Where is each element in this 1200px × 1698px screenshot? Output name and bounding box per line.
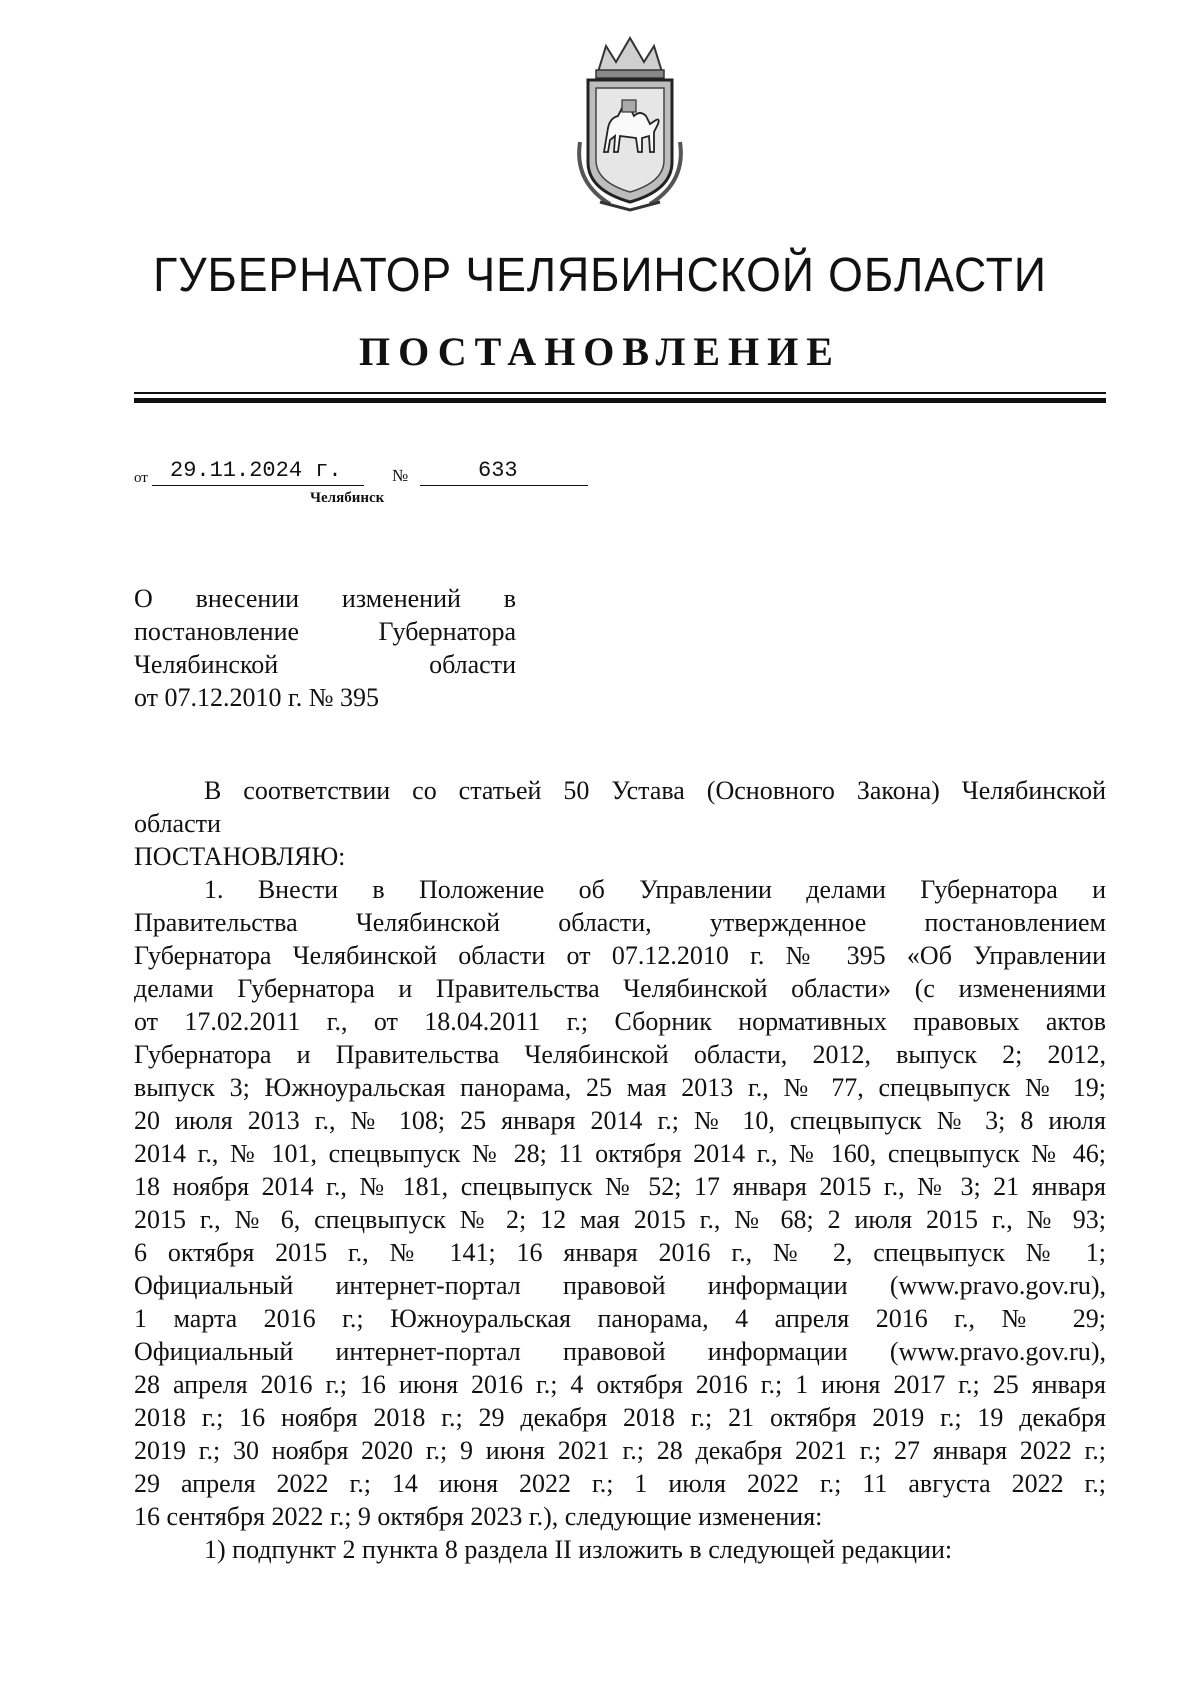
body-line: 29 апреля 2022 г.; 14 июня 2022 г.; 1 июля 2022 г.; 11 августа 2022 г.; [134,1469,1106,1498]
body-line: 20 июля 2013 г., № 108; 25 января 2014 г.; № 10, спецвыпуск № 3; 8 июля [134,1106,1106,1135]
body-line: 2014 г., № 101, спецвыпуск № 28; 11 октября 2014 г., № 160, спецвыпуск № 46; [134,1139,1106,1168]
body-line: 18 ноября 2014 г., № 181, спецвыпуск № 52; 17 января 2015 г., № 3; 21 января [134,1172,1106,1201]
body-line: 2015 г., № 6, спецвыпуск № 2; 12 мая 2015 г., № 68; 2 июля 2015 г., № 93; [134,1205,1106,1234]
subject-line: О внесении изменений в [134,584,516,613]
body-line: 6 октября 2015 г., № 141; 16 января 2016 г., № 2, спецвыпуск № 1; [134,1238,1106,1267]
body-line: Губернатора Челябинской области от 07.12.2010 г. № 395 «Об Управлении [134,941,1106,970]
body-line: 2019 г.; 30 ноября 2020 г.; 9 июня 2021 г.; 28 декабря 2021 г.; 27 января 2022 г.; [134,1436,1106,1465]
body-line: 1 марта 2016 г.; Южноуральская панорама, 4 апреля 2016 г., № 29; [134,1304,1106,1333]
issuer-title: ГУБЕРНАТОР ЧЕЛЯБИНСКОЙ ОБЛАСТИ [153,249,1047,302]
body-line: делами Губернатора и Правительства Челябинской области» (с изменениями [134,974,1106,1003]
body-line: Губернатора и Правительства Челябинской области, 2012, выпуск 2; 2012, [134,1040,1106,1069]
document-date: 29.11.2024 г. [152,458,364,486]
subject-line: Челябинской области [134,650,516,679]
body-line: области [134,809,221,838]
body-line: 28 апреля 2016 г.; 16 июня 2016 г.; 4 октября 2016 г.; 1 июня 2017 г.; 25 января [134,1370,1106,1399]
body-line: 2018 г.; 16 ноября 2018 г.; 29 декабря 2018 г.; 21 октября 2019 г.; 19 декабря [134,1403,1106,1432]
body-line: от 17.02.2011 г., от 18.04.2011 г.; Сборник нормативных правовых актов [134,1007,1106,1036]
body-line: 1) подпункт 2 пункта 8 раздела II изложить в следующей редакции: [204,1535,953,1564]
subject-line: от 07.12.2010 г. № 395 [134,683,380,712]
document-type: ПОСТАНОВЛЕНИЕ [359,329,841,374]
body-line: 1. Внести в Положение об Управлении делами Губернатора и [204,875,1106,904]
city-label: Челябинск [310,490,385,506]
subject-block [134,582,516,714]
coat-of-arms-icon [560,32,700,212]
body-text [134,774,1106,1566]
document-number: 633 [420,458,588,486]
body-line: В соответствии со статьей 50 Устава (Основного Закона) Челябинской [204,776,1106,805]
body-line: Правительства Челябинской области, утвержденное постановлением [134,908,1106,937]
body-line: выпуск 3; Южноуральская панорама, 25 мая 2013 г., № 77, спецвыпуск № 19; [134,1073,1106,1102]
header-rule-thin [134,392,1106,394]
date-prefix: от [134,470,148,486]
subject-line: постановление Губернатора [134,617,516,646]
number-sign: № [392,466,409,485]
body-line: Официальный интернет-портал правовой информации (www.pravo.gov.ru), [134,1271,1106,1300]
body-line: Официальный интернет-портал правовой информации (www.pravo.gov.ru), [134,1337,1106,1366]
date-number-line [134,458,654,488]
resolution-word: ПОСТАНОВЛЯЮ: [134,842,346,871]
header-rule-thick [134,398,1106,403]
body-line: 16 сентября 2022 г.; 9 октября 2023 г.), следующие изменения: [134,1502,823,1531]
